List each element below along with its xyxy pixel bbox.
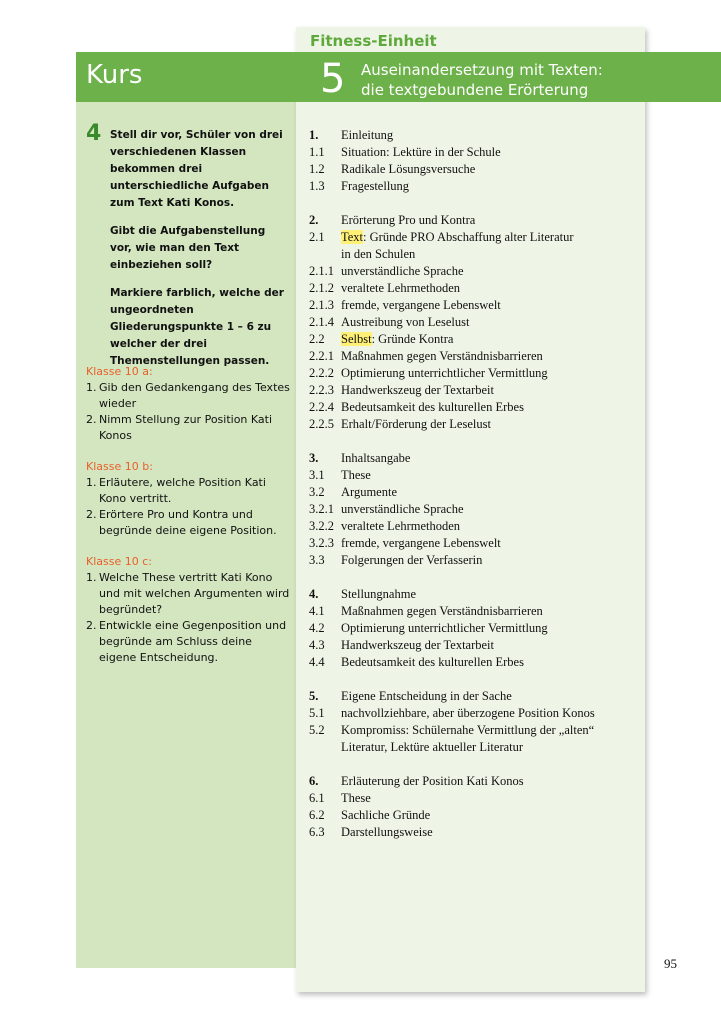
- outline-number: 2.1.4: [309, 315, 334, 329]
- task-number: 4: [86, 121, 102, 146]
- class-block: [86, 459, 291, 539]
- outline-text: veraltete Lehrmethoden: [341, 281, 461, 295]
- class-item-number: 2.: [86, 619, 97, 632]
- outline-row: [309, 212, 639, 229]
- outline-number: 2.2.5: [309, 417, 334, 431]
- outline-number: 2.1.2: [309, 281, 334, 295]
- class-item-text: Entwickle eine Gegenposition und begründe am Schluss deine eigene Entscheidung.: [99, 619, 287, 664]
- class-item-text: Welche These vertritt Kati Kono und mit welchen Argumenten wird begründet?: [99, 571, 290, 616]
- outline-number: 3.2.3: [309, 536, 334, 550]
- outline-text: veraltete Lehrmethoden: [341, 519, 461, 533]
- outline-number: 3.2: [309, 485, 325, 499]
- outline-row: [309, 144, 639, 161]
- chapter-number: 5: [320, 56, 346, 102]
- outline-row: [309, 467, 639, 484]
- class-item-text: Erläutere, welche Position Kati Kono vertritt.: [99, 476, 266, 505]
- outline-row: [309, 620, 639, 637]
- outline-row: [309, 399, 639, 416]
- outline-text: Darstellungsweise: [341, 825, 433, 839]
- outline-row: [309, 773, 639, 790]
- outline-row: [309, 348, 639, 365]
- outline-number: 1.1: [309, 145, 325, 159]
- outline-number: 6.1: [309, 791, 325, 805]
- outline-row: [309, 127, 639, 144]
- outline-text: in den Schulen: [341, 247, 416, 261]
- outline-row: [309, 688, 639, 705]
- outline-text: Stellungnahme: [341, 587, 416, 601]
- unit-label: Fitness-Einheit: [310, 32, 437, 50]
- outline-text: Optimierung unterrichtlicher Vermittlung: [341, 366, 548, 380]
- class-item-number: 1.: [86, 476, 97, 489]
- outline-text: Situation: Lektüre in der Schule: [341, 145, 501, 159]
- outline-text: Fragestellung: [341, 179, 410, 193]
- outline-row-continuation: [309, 739, 639, 756]
- outline-row: [309, 365, 639, 382]
- outline-text: Eigene Entscheidung in der Sache: [341, 689, 512, 703]
- outline-number: 4.: [309, 587, 319, 601]
- outline-row: [309, 637, 639, 654]
- outline-number: 4.2: [309, 621, 325, 635]
- outline-number: 3.: [309, 451, 319, 465]
- outline-number: 3.3: [309, 553, 325, 567]
- outline-row: [309, 450, 639, 467]
- outline-row: [309, 501, 639, 518]
- outline-text: Einleitung: [341, 128, 394, 142]
- class-item-number: 1.: [86, 381, 97, 394]
- outline-text: Folgerungen der Verfasserin: [341, 553, 483, 567]
- outline-number: 5.2: [309, 723, 325, 737]
- outline-row: [309, 229, 639, 246]
- class-item: [86, 570, 291, 618]
- outline-number: 2.1.1: [309, 264, 334, 278]
- outline-row: [309, 654, 639, 671]
- outline-row: [309, 416, 639, 433]
- outline-text: Austreibung von Leselust: [341, 315, 470, 329]
- class-item: [86, 380, 291, 412]
- outline-text: unverständliche Sprache: [341, 502, 464, 516]
- class-item: [86, 618, 291, 666]
- class-item-number: 1.: [86, 571, 97, 584]
- task-paragraph: Stell dir vor, Schüler von drei verschiedenen Klassen bekommen drei unterschiedliche Aufgaben zum Text Kati Konos.: [110, 129, 283, 209]
- class-title: Klasse 10 c:: [86, 555, 152, 568]
- outline-number: 3.2.1: [309, 502, 334, 516]
- outline-text: Radikale Lösungsversuche: [341, 162, 476, 176]
- outline-row: [309, 722, 639, 739]
- outline-text: fremde, vergangene Lebenswelt: [341, 298, 501, 312]
- task-paragraph: Gibt die Aufgabenstellung vor, wie man den Text einbeziehen soll?: [110, 225, 266, 271]
- outline-text: Maßnahmen gegen Verständnisbarrieren: [341, 604, 543, 618]
- outline-text: Erörterung Pro und Kontra: [341, 213, 476, 227]
- outline-row: [309, 484, 639, 501]
- outline-text: Maßnahmen gegen Verständnisbarrieren: [341, 349, 543, 363]
- outline-number: 1.2: [309, 162, 325, 176]
- class-block: [86, 554, 291, 666]
- outline-row: [309, 280, 639, 297]
- outline-number: 2.1.3: [309, 298, 334, 312]
- outline-row: [309, 382, 639, 399]
- class-assignments: [86, 364, 291, 681]
- outline-row: [309, 807, 639, 824]
- outline-number: 3.2.2: [309, 519, 334, 533]
- outline-row-continuation: [309, 246, 639, 263]
- outline-text: : Gründe Kontra: [371, 332, 454, 346]
- page-number: 95: [664, 956, 677, 971]
- outline-text: Bedeutsamkeit des kulturellen Erbes: [341, 400, 524, 414]
- class-block: [86, 364, 291, 444]
- outline-number: 3.1: [309, 468, 325, 482]
- highlight-text: Selbst: [341, 332, 372, 346]
- outline-text: nachvollziehbare, aber überzogene Position Konos: [341, 706, 595, 720]
- outline-text: These: [341, 468, 371, 482]
- outline-text: Literatur, Lektüre aktueller Literatur: [341, 740, 524, 754]
- outline-row: [309, 518, 639, 535]
- outline-row: [309, 314, 639, 331]
- course-label: Kurs: [86, 60, 143, 90]
- chapter-title-line-1: Auseinandersetzung mit Texten:: [361, 61, 603, 79]
- outline-row: [309, 603, 639, 620]
- outline-list: [309, 127, 639, 841]
- task-text: [110, 127, 290, 381]
- outline-row: [309, 178, 639, 195]
- outline-text: : Gründe PRO Abschaffung alter Literatur: [363, 230, 574, 244]
- outline-text: Erhalt/Förderung der Leselust: [341, 417, 491, 431]
- outline-number: 2.2.4: [309, 400, 334, 414]
- class-item-text: Gib den Gedankengang des Textes wieder: [99, 381, 290, 410]
- outline-number: 4.4: [309, 655, 325, 669]
- outline-row: [309, 824, 639, 841]
- class-title: Klasse 10 b:: [86, 460, 153, 473]
- class-item-number: 2.: [86, 508, 97, 521]
- outline-number: 2.2.1: [309, 349, 334, 363]
- outline-row: [309, 586, 639, 603]
- chapter-title-line-2: die textgebundene Erörterung: [361, 81, 589, 99]
- class-title: Klasse 10 a:: [86, 365, 153, 378]
- outline-number: 6.2: [309, 808, 325, 822]
- task-paragraph: Markiere farblich, welche der ungeordneten Gliederungspunkte 1 – 6 zu welcher der drei Themenstellungen passen.: [110, 287, 284, 367]
- outline-row: [309, 705, 639, 722]
- outline-number: 1.: [309, 128, 319, 142]
- outline-text: Inhaltsangabe: [341, 451, 411, 465]
- outline-row: [309, 161, 639, 178]
- chapter-title: [361, 60, 661, 100]
- class-item: [86, 507, 291, 539]
- outline-row: [309, 331, 639, 348]
- outline-row: [309, 297, 639, 314]
- outline-number: 4.1: [309, 604, 325, 618]
- outline-text: Sachliche Gründe: [341, 808, 431, 822]
- outline-number: 6.3: [309, 825, 325, 839]
- outline-number: 1.3: [309, 179, 325, 193]
- outline-text: Kompromiss: Schülernahe Vermittlung der „alten“: [341, 723, 595, 737]
- outline-text: Erläuterung der Position Kati Konos: [341, 774, 524, 788]
- outline-row: [309, 552, 639, 569]
- outline-number: 5.1: [309, 706, 325, 720]
- outline-text: These: [341, 791, 371, 805]
- outline-number: 2.1: [309, 230, 325, 244]
- outline-number: 6.: [309, 774, 319, 788]
- outline-text: Bedeutsamkeit des kulturellen Erbes: [341, 655, 524, 669]
- outline-number: 2.2.2: [309, 366, 334, 380]
- outline-number: 2.2.3: [309, 383, 334, 397]
- highlight-text: Text: [341, 230, 364, 244]
- outline-text: fremde, vergangene Lebenswelt: [341, 536, 501, 550]
- outline-text: unverständliche Sprache: [341, 264, 464, 278]
- class-item-text: Erörtere Pro und Kontra und begründe deine eigene Position.: [99, 508, 277, 537]
- outline-text: Handwerkszeug der Textarbeit: [341, 383, 494, 397]
- outline-row: [309, 263, 639, 280]
- class-item: [86, 475, 291, 507]
- class-item: [86, 412, 291, 444]
- class-item-number: 2.: [86, 413, 97, 426]
- class-item-text: Nimm Stellung zur Position Kati Konos: [99, 413, 273, 442]
- outline-number: 2.: [309, 213, 319, 227]
- outline-number: 2.2: [309, 332, 325, 346]
- outline-row: [309, 535, 639, 552]
- outline-number: 4.3: [309, 638, 325, 652]
- outline-row: [309, 790, 639, 807]
- outline-text: Handwerkszeug der Textarbeit: [341, 638, 494, 652]
- outline-number: 5.: [309, 689, 319, 703]
- outline-text: Argumente: [341, 485, 398, 499]
- outline-text: Optimierung unterrichtlicher Vermittlung: [341, 621, 548, 635]
